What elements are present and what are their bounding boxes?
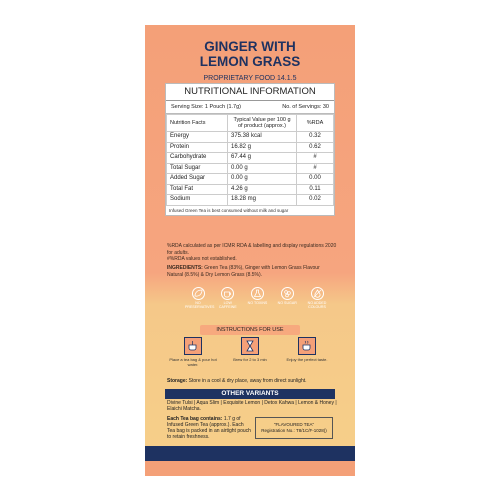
- flask-icon: [251, 287, 264, 300]
- storage-info: [167, 378, 337, 384]
- nutrient-rda: #: [297, 163, 334, 174]
- ingredients: [167, 265, 337, 278]
- product-title: [145, 39, 355, 69]
- nutrient-name: Energy: [167, 132, 228, 143]
- product-title-line2: LEMON GRASS: [199, 54, 301, 69]
- table-row: [167, 184, 334, 195]
- hash-note: #%RDA values not established.: [167, 256, 237, 262]
- nutrient-value: 0.00 g: [228, 174, 297, 185]
- nutrient-value: 375.38 kcal: [228, 132, 297, 143]
- step-label: Place a tea bag & pour hot water.: [169, 357, 217, 367]
- bottom-navy-band: [145, 446, 355, 461]
- step-enjoy: [281, 337, 333, 367]
- flavoured-tea-box: [255, 417, 333, 439]
- nutrient-name: Total Sugar: [167, 163, 228, 174]
- registration-number: Registration No.: T8/1C/F-1028(): [261, 428, 327, 433]
- nutrient-rda: #: [297, 153, 334, 164]
- nutrition-panel: [165, 83, 335, 216]
- col-rda: %RDA: [297, 115, 334, 132]
- table-row: [167, 142, 334, 153]
- feature-icons: [185, 287, 330, 309]
- nutrient-name: Carbohydrate: [167, 153, 228, 164]
- storage-label: Storage:: [167, 378, 188, 384]
- ingredients-label: INGREDIENTS:: [167, 265, 203, 271]
- leaf-icon: [192, 287, 205, 300]
- variants-heading: OTHER VARIANTS: [165, 389, 335, 399]
- bag-text: 1.7 g of Infused Green Tea (approx.). Each Tea bag is packed in an airtight pouch to retain freshness.: [167, 416, 251, 440]
- feature-label: NO ADDED COLOURS: [307, 301, 327, 309]
- sugar-icon: [281, 287, 294, 300]
- col-value: Typical Value per 100 g of product (approx.): [228, 115, 297, 132]
- bottom-peach-strip: [145, 461, 355, 476]
- bag-info: [167, 416, 252, 440]
- feature-label: NO PRESERVATIVES: [185, 301, 215, 309]
- step-brew: [224, 337, 276, 367]
- color-icon: [311, 287, 324, 300]
- table-row: [167, 132, 334, 143]
- step-label: Enjoy the perfect taste.: [286, 357, 328, 362]
- servings-count: No. of Servings: 30: [282, 104, 329, 110]
- nutrient-rda: 0.02: [297, 195, 334, 206]
- table-row: [167, 174, 334, 185]
- nutrient-value: 0.00 g: [228, 163, 297, 174]
- nutrient-value: 4.26 g: [228, 184, 297, 195]
- hourglass-icon: [241, 337, 259, 355]
- nutrient-name: Sodium: [167, 195, 228, 206]
- feature-no-preservatives: [185, 287, 215, 309]
- step-pour: [167, 337, 219, 367]
- nutrition-note: Infused Green Tea is best consumed without milk and sugar: [169, 207, 289, 213]
- nutrient-value: 16.82 g: [228, 142, 297, 153]
- bag-label: Each Tea bag contains:: [167, 416, 223, 422]
- feature-label: NO TOXINS: [247, 301, 268, 305]
- nutrient-value: 18.28 mg: [228, 195, 297, 206]
- feature-no-toxins: [245, 287, 271, 309]
- nutrient-value: 67.44 g: [228, 153, 297, 164]
- nutrient-name: Protein: [167, 142, 228, 153]
- nutrition-header-row: [167, 115, 334, 132]
- step-label: Brew for 2 to 3 min: [233, 357, 267, 362]
- serving-row: [166, 101, 334, 114]
- cup-icon: [221, 287, 234, 300]
- nutrient-rda: 0.32: [297, 132, 334, 143]
- serving-size: Serving Size: 1 Pouch (1.7g): [171, 104, 242, 110]
- nutrition-heading: NUTRITIONAL INFORMATION: [166, 84, 334, 101]
- variants-list: Divine Tulsi | Aqua Slim | Exquisite Lemon | Detox Kahwa | Lemon & Honey | Elaichi Matcha.: [167, 400, 337, 412]
- nutrient-rda: 0.00: [297, 174, 334, 185]
- storage-text: Store in a cool & dry place, away from direct sunlight.: [188, 378, 307, 384]
- instructions-heading: INSTRUCTIONS FOR USE: [200, 325, 300, 335]
- table-row: [167, 195, 334, 206]
- tea-pack-back: [145, 25, 355, 476]
- flavoured-title: "FLAVOURED TEA": [273, 422, 315, 427]
- nutrient-rda: 0.62: [297, 142, 334, 153]
- product-subtitle: PROPRIETARY FOOD 14.1.5: [203, 75, 297, 82]
- teacup-icon: [184, 337, 202, 355]
- steaming-cup-icon: [298, 337, 316, 355]
- feature-label: NO SUGAR: [277, 301, 297, 305]
- table-row: [167, 153, 334, 164]
- nutrient-name: Total Fat: [167, 184, 228, 195]
- product-title-line1: GINGER WITH: [204, 39, 296, 54]
- table-row: [167, 163, 334, 174]
- feature-no-added-colours: [304, 287, 330, 309]
- ingredients-text: Green Tea (83%), Ginger with Lemon Grass Flavour Natural (8.5%) & Dry Lemon Grass (8.5%).: [167, 265, 320, 278]
- instruction-steps: [167, 337, 333, 367]
- col-facts: Nutrition Facts: [167, 115, 228, 132]
- rda-note: %RDA calculated as per ICMR RDA & labelling and display regulations 2020 for adults.: [167, 243, 337, 256]
- feature-label: LOW CAFFEINE: [218, 301, 237, 309]
- nutrient-rda: 0.11: [297, 184, 334, 195]
- feature-low-caffeine: [215, 287, 241, 309]
- nutrient-name: Added Sugar: [167, 174, 228, 185]
- nutrition-table: [166, 114, 334, 206]
- feature-no-sugar: [274, 287, 300, 309]
